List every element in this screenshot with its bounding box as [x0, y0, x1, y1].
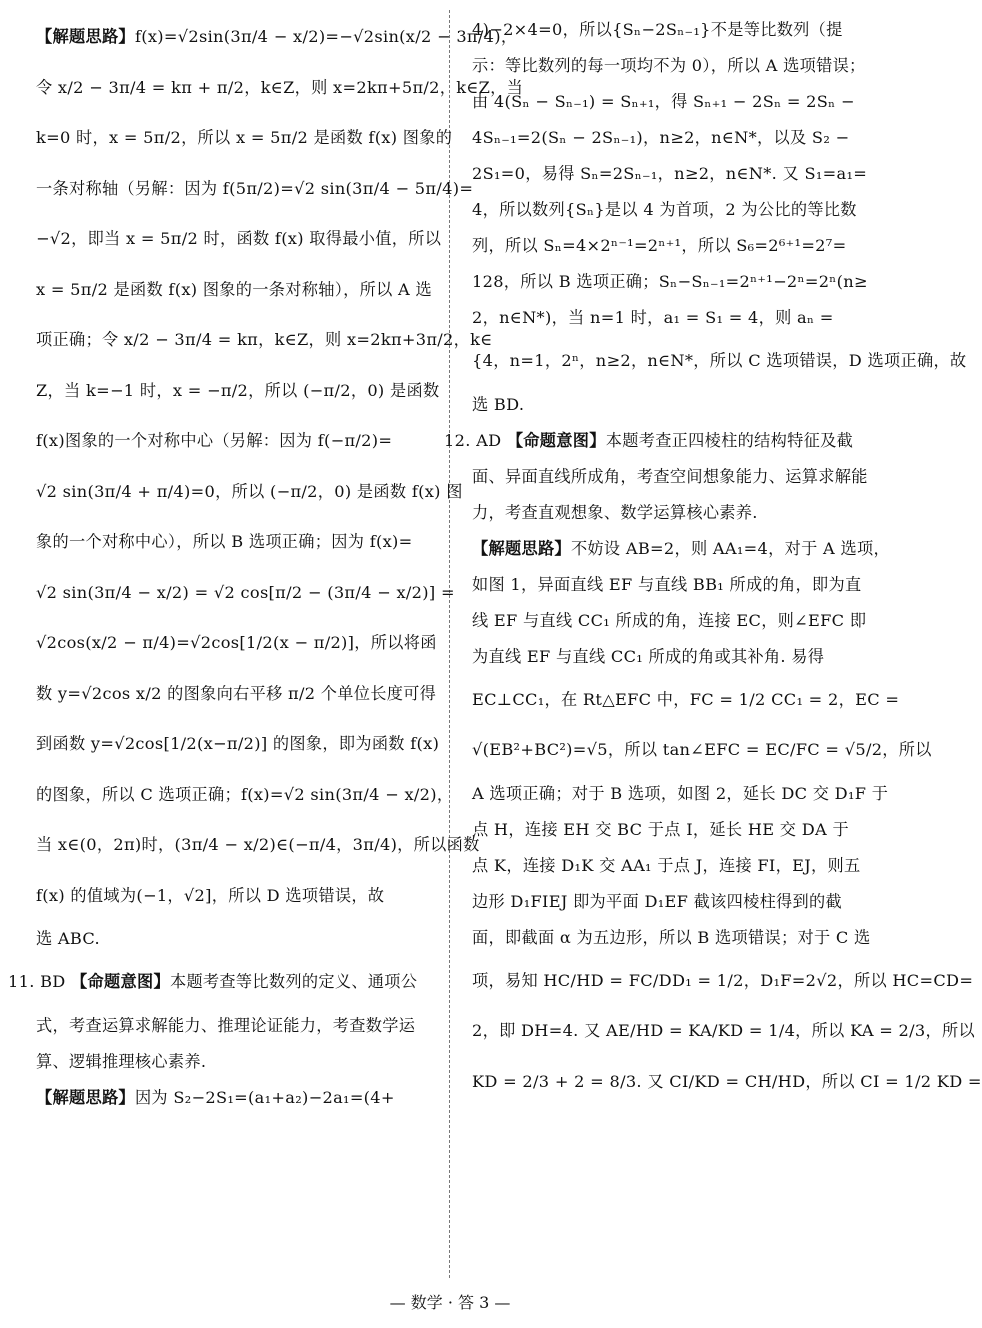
text-line: 象的一个对称中心），所以 B 选项正确；因为 f(x)=	[36, 532, 413, 551]
text-line: f(x) 的值域为(−1，√2]，所以 D 选项错误，故	[36, 885, 385, 905]
text-line: A 选项正确；对于 B 选项，如图 2，延长 DC 交 D₁F 于	[472, 783, 889, 803]
text-line: EC⊥CC₁，在 Rt△EFC 中，FC = 1/2 CC₁ = 2，EC =	[472, 689, 900, 709]
text-line: √2 sin(3π/4 + π/4)=0，所以 (−π/2，0) 是函数 f(x) 图	[36, 481, 463, 501]
text-line: x = 5π/2 是函数 f(x) 图象的一条对称轴），所以 A 选	[36, 279, 432, 299]
text-line: 项正确；令 x/2 − 3π/4 = kπ，k∈Z，则 x=2kπ+3π/2，k∈	[36, 330, 493, 349]
text-line: 示：等比数列的每一项均不为 0），所以 A 选项错误；	[472, 56, 866, 75]
text-line: 【解题思路】因为 S₂−2S₁=(a₁+a₂)−2a₁=(4+	[36, 1087, 395, 1107]
text-line: 4)−2×4=0，所以{Sₙ−2Sₙ₋₁}不是等比数列（提	[472, 20, 843, 39]
text-line: 边形 D₁FIEJ 即为平面 D₁EF 截该四棱柱得到的截	[472, 891, 843, 911]
text-line: 4Sₙ₋₁=2(Sₙ − 2Sₙ₋₁)，n≥2，n∈N*，以及 S₂ −	[472, 128, 850, 147]
text-line: 算、逻辑推理核心素养.	[36, 1051, 207, 1071]
text-line: 数 y=√2cos x/2 的图象向右平移 π/2 个单位长度可得	[36, 683, 437, 703]
section-label: 【命题意图】	[71, 972, 170, 991]
text-line: 到函数 y=√2cos[1/2(x−π/2)] 的图象，即为函数 f(x)	[36, 734, 440, 753]
text-line: k=0 时，x = 5π/2，所以 x = 5π/2 是函数 f(x) 图象的	[36, 128, 453, 147]
text-line: −√2，即当 x = 5π/2 时，函数 f(x) 取得最小值，所以	[36, 229, 442, 248]
text-line: 4，所以数列{Sₙ}是以 4 为首项，2 为公比的等比数	[472, 200, 857, 219]
text-line: 选 BD.	[472, 394, 525, 414]
text-line: 力，考查直观想象、数学运算核心素养.	[472, 502, 758, 522]
text-line: √(EB²+BC²)=√5，所以 tan∠EFC = EC/FC = √5/2，所以	[472, 740, 932, 759]
text-line: {4，n=1，2ⁿ，n≥2，n∈N*，所以 C 选项错误，D 选项正确，故	[472, 351, 967, 370]
section-label: 【命题意图】	[506, 430, 606, 450]
right-column	[444, 12, 982, 1107]
text-line: 【解题思路】不妨设 AB=2，则 AA₁=4，对于 A 选项，	[472, 538, 890, 558]
text-line: Z，当 k=−1 时，x = −π/2，所以 (−π/2，0) 是函数	[36, 380, 440, 400]
text-line: 128，所以 B 选项正确；Sₙ−Sₙ₋₁=2ⁿ⁺¹−2ⁿ=2ⁿ(n≥	[472, 272, 868, 291]
text-line: 为直线 EF 与直线 CC₁ 所成的角或其补角. 易得	[472, 646, 825, 666]
text-line: 2，n∈N*)，当 n=1 时，a₁ = S₁ = 4，则 aₙ =	[472, 308, 834, 327]
section-label: 【解题思路】	[472, 538, 571, 558]
text-line: √2 sin(3π/4 − x/2) = √2 cos[π/2 − (3π/4 − x/2)] =	[36, 582, 455, 602]
text-line: 项，易知 HC/HD = FC/DD₁ = 1/2，D₁F=2√2，所以 HC=CD=	[472, 970, 974, 990]
page-footer: — 数学 · 答 3 —	[389, 1293, 511, 1312]
text-line: 【解题思路】f(x)=√2sin(3π/4 − x/2)=−√2sin(x/2 − 3π/4)，	[36, 27, 518, 46]
text-line: 面，即截面 α 为五边形，所以 B 选项错误；对于 C 选	[472, 927, 871, 947]
text-line: 如图 1，异面直线 EF 与直线 BB₁ 所成的角，即为直	[472, 574, 862, 594]
text-line: 当 x∈(0，2π)时，(3π/4 − x/2)∈(−π/4，3π/4)，所以函数	[36, 835, 480, 854]
text-line: 由 4(Sₙ − Sₙ₋₁) = Sₙ₊₁，得 Sₙ₊₁ − 2Sₙ = 2Sₙ −	[472, 92, 855, 111]
text-line: 2S₁=0，易得 Sₙ=2Sₙ₋₁，n≥2，n∈N*. 又 S₁=a₁=	[472, 164, 868, 183]
section-label: 【解题思路】	[36, 1087, 135, 1107]
text-line: 选 ABC.	[36, 929, 100, 948]
text-line: 令 x/2 − 3π/4 = kπ + π/2，k∈Z，则 x=2kπ+5π/2，k∈Z，当	[36, 77, 524, 97]
text-line: 面、异面直线所成角，考查空间想象能力、运算求解能	[472, 466, 868, 486]
text-line: 2，即 DH=4. 又 AE/HD = KA/KD = 1/4，所以 KA = 2/3，所以	[472, 1021, 975, 1040]
text-line: √2cos(x/2 − π/4)=√2cos[1/2(x − π/2)]，所以将函	[36, 633, 437, 652]
question-heading: 12. AD 【命题意图】本题考查正四棱柱的结构特征及截	[444, 430, 854, 450]
text-line: 式，考查运算求解能力、推理论证能力，考查数学运	[36, 1015, 416, 1035]
text-line: f(x)图象的一个对称中心（另解：因为 f(−π/2)=	[36, 431, 393, 450]
text-line: 线 EF 与直线 CC₁ 所成的角，连接 EC，则∠EFC 即	[472, 610, 867, 630]
section-label: 【解题思路】	[36, 27, 135, 46]
column-divider	[449, 10, 450, 1278]
text-line: 一条对称轴（另解：因为 f(5π/2)=√2 sin(3π/4 − 5π/4)=	[36, 178, 474, 198]
question-heading: 11. BD 【命题意图】本题考查等比数列的定义、通项公	[8, 972, 418, 991]
text-line: KD = 2/3 + 2 = 8/3. 又 CI/KD = CH/HD，所以 CI = 1/2 KD =	[472, 1071, 982, 1091]
text-line: 点 K，连接 D₁K 交 AA₁ 于点 J，连接 FI，EJ，则五	[472, 855, 861, 875]
text-line: 点 H，连接 EH 交 BC 于点 I，延长 HE 交 DA 于	[472, 819, 849, 839]
text-line: 的图象，所以 C 选项正确；f(x)=√2 sin(3π/4 − x/2)，	[36, 784, 454, 804]
text-line: 列，所以 Sₙ=4×2ⁿ⁻¹=2ⁿ⁺¹，所以 S₆=2⁶⁺¹=2⁷=	[472, 236, 847, 255]
